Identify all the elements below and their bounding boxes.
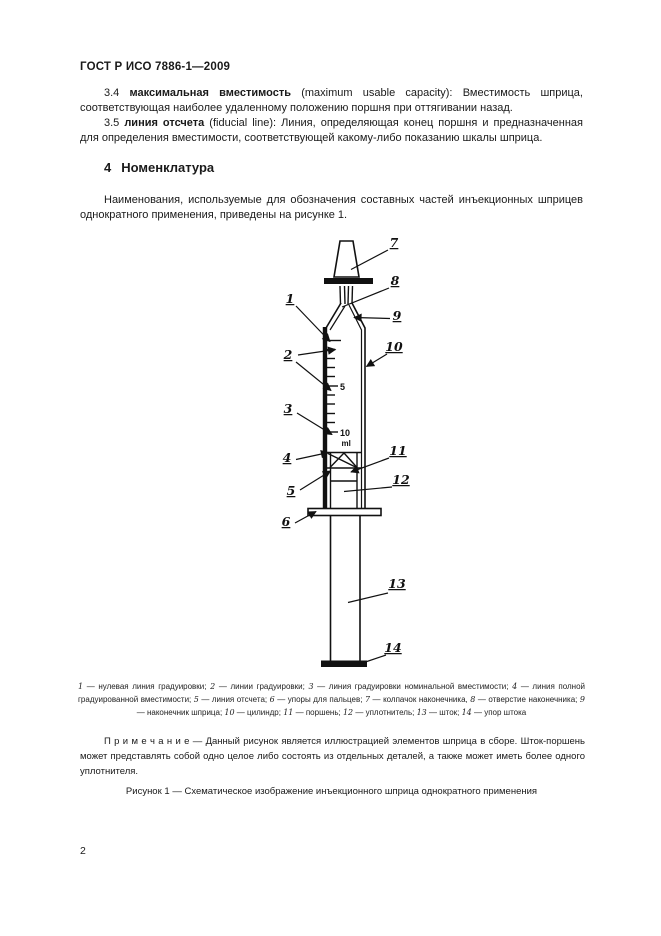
syringe-nozzle (340, 286, 353, 304)
section-title: Номенклатура (121, 160, 215, 175)
callout-7: 7 (389, 235, 399, 250)
plunger-rod (331, 516, 361, 662)
scale-label-ml: ml (341, 439, 351, 448)
callout-11: 11 (389, 443, 407, 458)
callout-13: 13 (388, 576, 406, 591)
callout-10: 10 (385, 339, 403, 354)
term-3-5: 3.5 линия отсчета (fiducial line): Линия, определяющая конец поршня и предназначенная для определения вместимости, соответствующей какому-либо показанию шкалы шприца. (80, 117, 583, 144)
figure-note (80, 734, 585, 779)
tip-cap (334, 241, 359, 277)
rod-end-stop (321, 661, 367, 668)
section-heading (104, 160, 214, 175)
callout-2: 2 (283, 347, 293, 362)
figure-legend: 1 — нулевая линия градуировки; 2 — линии градуировки; 3 — линия градуировки номинальной вместимости; 4 — линия полной градуированной вместимости; 5 — линия отсчета; 6 — упоры для пальцев; 7 — колпачок наконечника, 8 — отверстие наконечника; 9 — наконечник шприца; 10 — цилиндр; 11 — поршень; 12 — уплотнитель; 13 — шток; 14 — упор штока (78, 682, 586, 717)
term-3-4: 3.4 максимальная вместимость (maximum usable capacity): Вместимость шприца, соответствующая наиболее удаленному положению поршня при оттягивании назад. (80, 87, 583, 114)
figure-caption: Рисунок 1 — Схематическое изображение инъекционного шприца однократного применения (125, 786, 538, 797)
callout-leaders (295, 250, 392, 664)
terms-block (80, 86, 583, 146)
callout-6: 6 (281, 514, 291, 529)
scale-label-5: 5 (340, 382, 346, 392)
note-label: П р и м е ч а н и е — (104, 736, 206, 747)
callout-4: 4 (282, 450, 292, 465)
document-header: ГОСТ Р ИСО 7886-1—2009 (80, 61, 231, 73)
callout-5: 5 (286, 483, 296, 498)
syringe-diagram (0, 230, 661, 680)
graduation-scale (327, 341, 341, 433)
callout-9: 9 (392, 308, 402, 323)
section-number: 4 (104, 160, 112, 175)
page-number: 2 (80, 845, 86, 857)
callout-8: 8 (390, 273, 400, 288)
piston-assembly (327, 452, 361, 508)
tip-cap-flange (324, 278, 373, 284)
finger-flange (308, 509, 381, 516)
callout-1: 1 (285, 291, 295, 306)
scale-label-10: 10 (340, 428, 351, 438)
callout-14: 14 (384, 640, 402, 655)
callout-3: 3 (283, 401, 293, 416)
callout-12: 12 (392, 472, 410, 487)
section-intro: Наименования, используемые для обозначения составных частей инъекционных шприцев однократного применения, приведены на рисунке 1. (80, 194, 583, 221)
note-text: Данный рисунок является иллюстрацией элементов шприца в сборе. Шток-поршень может представлять собой одно целое либо состоять из отдельных деталей, а также может иметь более одного уплотнителя. (80, 736, 585, 777)
